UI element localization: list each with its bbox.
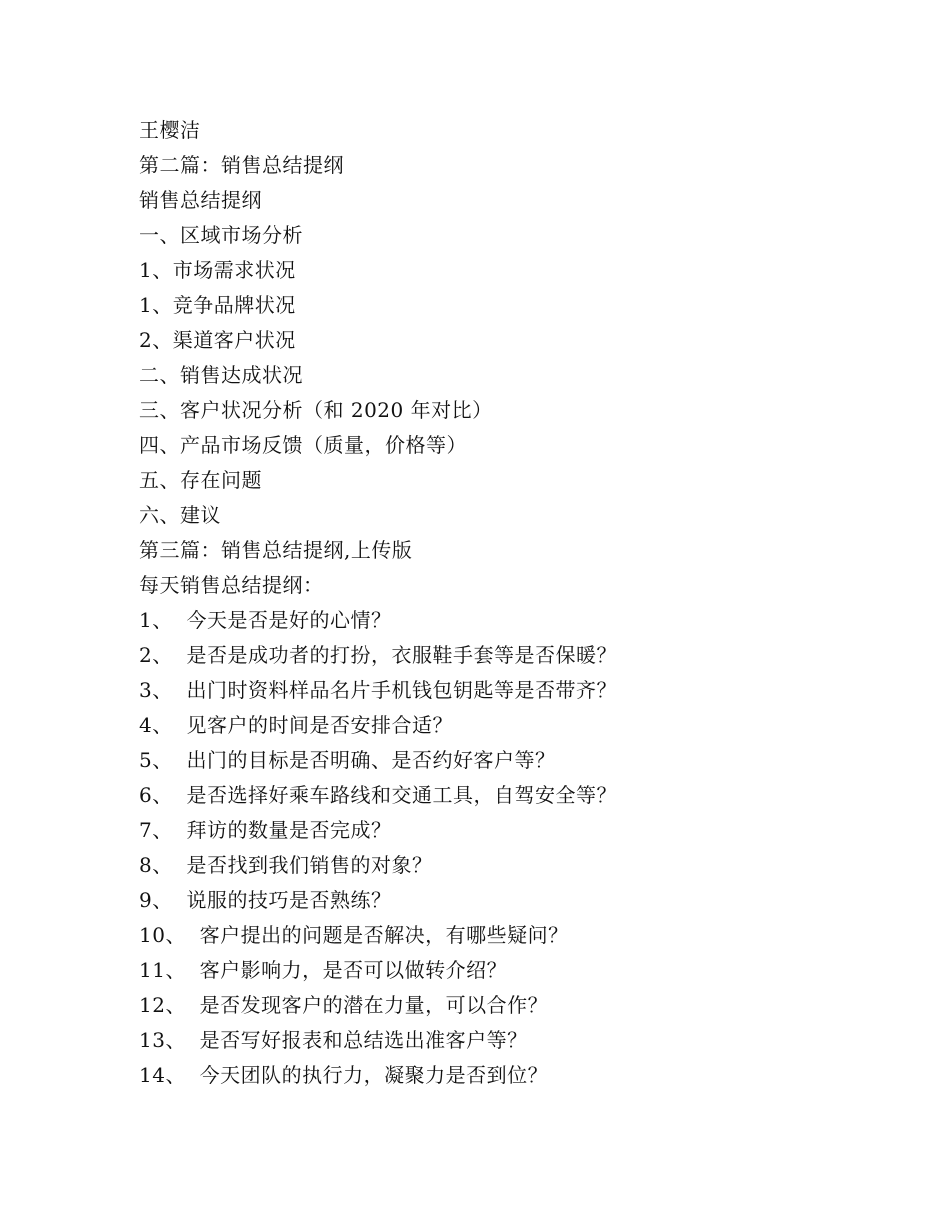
- outline-item: 五、存在问题: [139, 468, 262, 492]
- checklist-item: 1、 今天是否是好的心情？: [139, 608, 392, 632]
- checklist-item: 2、 是否是成功者的打扮，衣服鞋手套等是否保暖？: [139, 643, 617, 667]
- outline-title: 销售总结提纲: [139, 188, 262, 212]
- checklist-item: 14、 今天团队的执行力，凝聚力是否到位？: [139, 1063, 549, 1087]
- checklist-item: 11、 客户影响力，是否可以做转介绍？: [139, 958, 508, 982]
- outline-subitem: 1、市场需求状况: [139, 258, 296, 282]
- outline-item: 一、区域市场分析: [139, 223, 303, 247]
- checklist-item: 7、 拜访的数量是否完成？: [139, 818, 392, 842]
- outline-subitem: 2、渠道客户状况: [139, 328, 296, 352]
- outline-item: 六、建议: [139, 503, 221, 527]
- outline-item: 三、客户状况分析（和 2020 年对比）: [139, 398, 493, 422]
- document-body: [139, 113, 899, 1093]
- checklist-item: 5、 出门的目标是否明确、是否约好客户等？: [139, 748, 556, 772]
- checklist-item: 9、 说服的技巧是否熟练？: [139, 888, 392, 912]
- checklist-item: 12、 是否发现客户的潜在力量，可以合作？: [139, 993, 549, 1017]
- checklist-item: 13、 是否写好报表和总结选出准客户等？: [139, 1028, 528, 1052]
- checklist-title: 每天销售总结提纲：: [139, 573, 324, 597]
- section-heading: 第二篇：销售总结提纲: [139, 153, 344, 177]
- outline-item: 四、产品市场反馈（质量，价格等）: [139, 433, 467, 457]
- checklist-item: 10、 客户提出的问题是否解决，有哪些疑问？: [139, 923, 569, 947]
- outline-subitem: 1、竞争品牌状况: [139, 293, 296, 317]
- checklist-item: 6、 是否选择好乘车路线和交通工具，自驾安全等？: [139, 783, 617, 807]
- checklist-item: 3、 出门时资料样品名片手机钱包钥匙等是否带齐？: [139, 678, 617, 702]
- checklist-item: 4、 见客户的时间是否安排合适？: [139, 713, 453, 737]
- author-name: 王樱洁: [139, 118, 201, 142]
- checklist-item: 8、 是否找到我们销售的对象？: [139, 853, 433, 877]
- section-heading: 第三篇：销售总结提纲,上传版: [139, 538, 413, 562]
- outline-item: 二、销售达成状况: [139, 363, 303, 387]
